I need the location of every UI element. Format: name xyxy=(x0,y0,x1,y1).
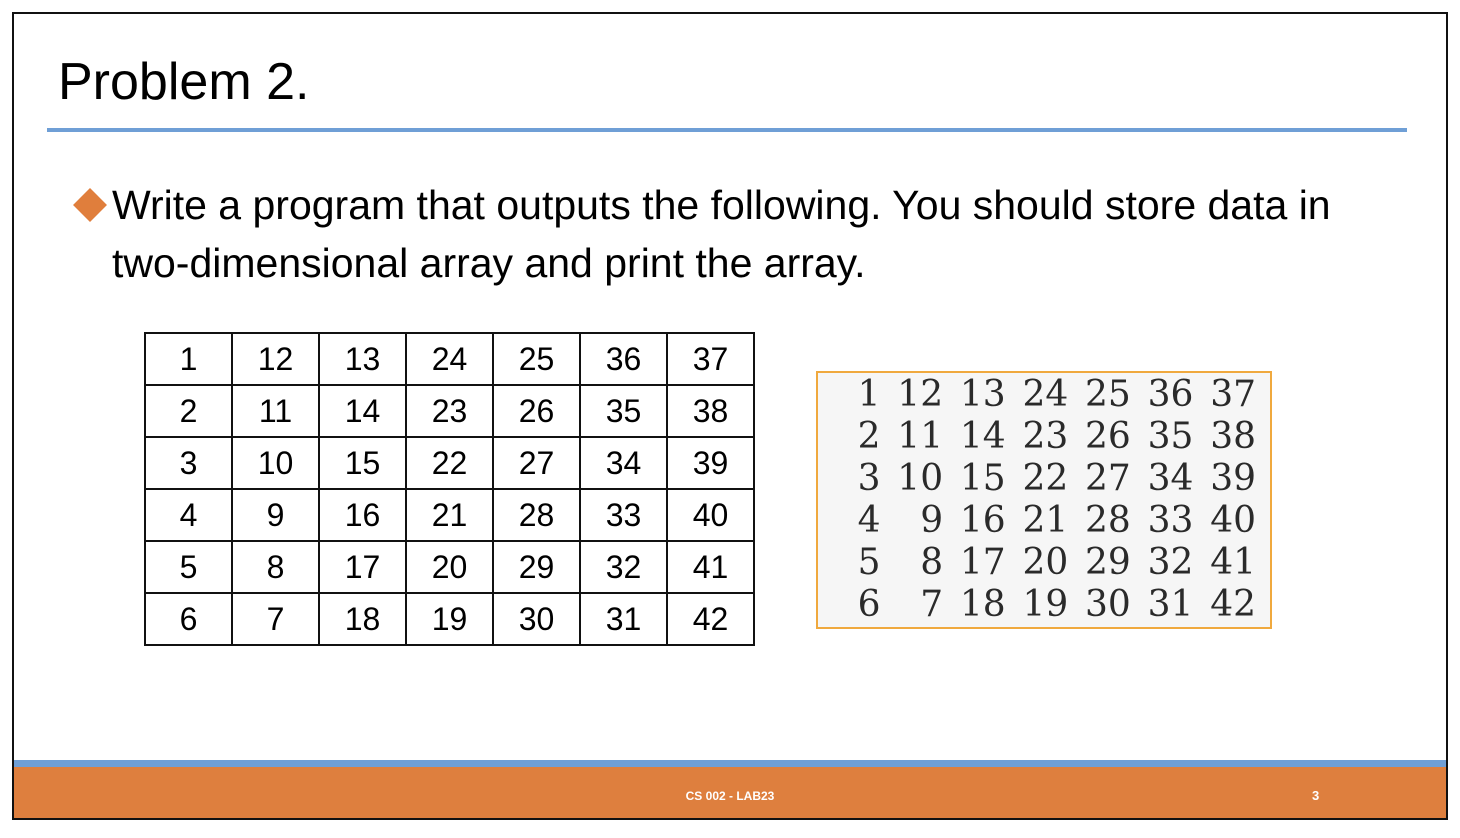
console-output-value: 12 xyxy=(897,374,944,415)
table-cell: 21 xyxy=(406,489,493,541)
table-cell: 14 xyxy=(319,385,406,437)
console-output-value: 18 xyxy=(959,584,1006,625)
table-cell: 39 xyxy=(667,437,754,489)
table-cell: 41 xyxy=(667,541,754,593)
table-cell: 27 xyxy=(493,437,580,489)
table-cell: 3 xyxy=(145,437,232,489)
footer-bar xyxy=(14,767,1446,820)
console-output-value: 37 xyxy=(1210,374,1256,415)
table-cell: 13 xyxy=(319,333,406,385)
table-cell: 20 xyxy=(406,541,493,593)
console-output-line xyxy=(818,584,1256,626)
table-cell: 37 xyxy=(667,333,754,385)
table-cell: 29 xyxy=(493,541,580,593)
console-output-value: 1 xyxy=(857,374,881,415)
console-output-value: 38 xyxy=(1210,416,1256,457)
table-cell: 7 xyxy=(232,593,319,645)
table-cell: 8 xyxy=(232,541,319,593)
table-cell: 42 xyxy=(667,593,754,645)
console-output-line xyxy=(818,458,1256,500)
table-row xyxy=(145,541,754,593)
console-output-value: 25 xyxy=(1085,374,1131,415)
table-cell: 32 xyxy=(580,541,667,593)
console-output-value: 16 xyxy=(959,500,1006,541)
console-output-value: 21 xyxy=(1022,500,1069,541)
table-cell: 19 xyxy=(406,593,493,645)
console-output-value: 32 xyxy=(1147,542,1194,583)
console-output-value: 22 xyxy=(1022,458,1069,499)
table-row xyxy=(145,489,754,541)
console-output-value: 23 xyxy=(1022,416,1069,457)
console-output-box xyxy=(816,371,1272,629)
console-output-value: 19 xyxy=(1022,584,1069,625)
table-cell: 10 xyxy=(232,437,319,489)
console-output-value: 6 xyxy=(857,584,881,625)
table-row xyxy=(145,385,754,437)
table-cell: 22 xyxy=(406,437,493,489)
table-cell: 1 xyxy=(145,333,232,385)
console-output-value: 14 xyxy=(959,416,1006,457)
bullet-point xyxy=(78,176,1368,292)
title-divider xyxy=(47,128,1407,132)
console-output-value: 31 xyxy=(1147,584,1194,625)
table-cell: 5 xyxy=(145,541,232,593)
console-output-value: 10 xyxy=(897,458,944,499)
console-output-value: 29 xyxy=(1085,542,1131,583)
console-output-value: 20 xyxy=(1022,542,1069,583)
number-grid-table xyxy=(144,332,755,646)
table-row xyxy=(145,593,754,645)
console-output-value: 34 xyxy=(1147,458,1194,499)
console-output-value: 9 xyxy=(920,500,944,541)
diamond-bullet-icon xyxy=(73,188,107,222)
table-row xyxy=(145,437,754,489)
console-output-value: 35 xyxy=(1147,416,1194,457)
footer-divider xyxy=(14,760,1446,767)
console-output-line xyxy=(818,374,1256,416)
console-output-value: 17 xyxy=(959,542,1006,583)
table-cell: 6 xyxy=(145,593,232,645)
console-output-value: 41 xyxy=(1210,542,1256,583)
console-output-value: 28 xyxy=(1085,500,1131,541)
console-output-value: 8 xyxy=(920,542,944,583)
table-cell: 17 xyxy=(319,541,406,593)
table-cell: 35 xyxy=(580,385,667,437)
table-cell: 31 xyxy=(580,593,667,645)
table-cell: 23 xyxy=(406,385,493,437)
table-cell: 28 xyxy=(493,489,580,541)
table-cell: 18 xyxy=(319,593,406,645)
table-cell: 36 xyxy=(580,333,667,385)
table-cell: 12 xyxy=(232,333,319,385)
console-output-value: 27 xyxy=(1085,458,1131,499)
console-output-line xyxy=(818,500,1256,542)
table-cell: 40 xyxy=(667,489,754,541)
table-cell: 24 xyxy=(406,333,493,385)
table-cell: 16 xyxy=(319,489,406,541)
table-cell: 4 xyxy=(145,489,232,541)
table-cell: 34 xyxy=(580,437,667,489)
table-cell: 26 xyxy=(493,385,580,437)
console-output-value: 15 xyxy=(959,458,1006,499)
table-cell: 30 xyxy=(493,593,580,645)
console-output-line xyxy=(818,416,1256,458)
slide xyxy=(12,12,1448,820)
console-output-value: 42 xyxy=(1210,584,1256,625)
console-output-value: 26 xyxy=(1085,416,1131,457)
console-output-value: 24 xyxy=(1022,374,1069,415)
table-cell: 9 xyxy=(232,489,319,541)
console-output-value: 40 xyxy=(1210,500,1256,541)
console-output-value: 30 xyxy=(1085,584,1131,625)
console-output-value: 4 xyxy=(857,500,881,541)
console-output-value: 3 xyxy=(857,458,881,499)
slide-title: Problem 2. xyxy=(58,53,310,111)
table-row xyxy=(145,333,754,385)
bullet-text: Write a program that outputs the following. You should store data in two-dimensional array and print the array. xyxy=(112,182,1331,286)
console-output-value: 36 xyxy=(1147,374,1194,415)
page-number: 3 xyxy=(1312,788,1320,803)
table-cell: 38 xyxy=(667,385,754,437)
table-cell: 33 xyxy=(580,489,667,541)
table-cell: 2 xyxy=(145,385,232,437)
console-output-value: 33 xyxy=(1147,500,1194,541)
table-cell: 15 xyxy=(319,437,406,489)
console-output-value: 5 xyxy=(857,542,881,583)
table-cell: 11 xyxy=(232,385,319,437)
console-output-value: 11 xyxy=(897,416,944,457)
console-output-line xyxy=(818,542,1256,584)
console-output-value: 13 xyxy=(959,374,1006,415)
console-output-value: 7 xyxy=(920,584,944,625)
console-output-value: 2 xyxy=(857,416,881,457)
console-output-value: 39 xyxy=(1210,458,1256,499)
table-cell: 25 xyxy=(493,333,580,385)
footer-course-label: CS 002 - LAB23 xyxy=(685,789,775,803)
